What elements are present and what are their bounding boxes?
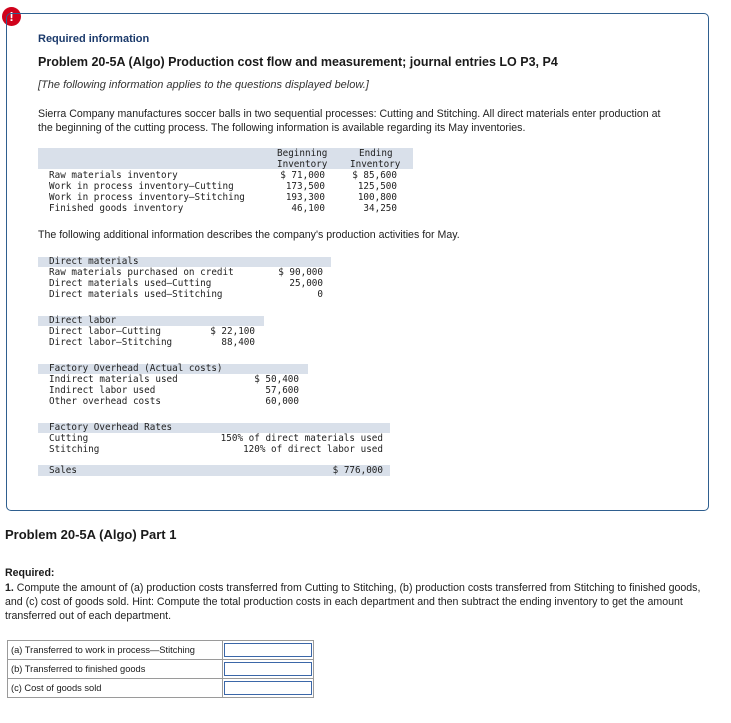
table-row-label: Work in process inventory—Stitching — [49, 192, 245, 203]
table-cell-beginning: 173,500 — [285, 181, 325, 192]
header-beginning-1: Beginning — [277, 148, 328, 159]
table-cell-value: 60,000 — [265, 396, 299, 407]
alert-icon: ! — [2, 7, 21, 26]
table-cell-value: $ 22,100 — [210, 326, 255, 337]
header-ending-2: Inventory — [350, 159, 401, 170]
intro-paragraph: Sierra Company manufactures soccer balls in two sequential processes: Cutting and Stitching. All direct materials enter production at the beginning of the cutting process. The following information is available regarding its May inventories. — [38, 108, 661, 134]
table-cell-value: 0 — [317, 289, 323, 300]
answer-label: (b) Transferred to finished goods — [8, 660, 223, 679]
table-cell-beginning: 46,100 — [291, 203, 325, 214]
header-beginning-2: Inventory — [277, 159, 328, 170]
answer-input-b[interactable] — [224, 662, 312, 676]
table-row-label: Raw materials inventory — [49, 170, 178, 181]
additional-info-text: The following additional information describes the company's production activities for May. — [38, 229, 460, 241]
table-row-label: Other overhead costs — [49, 396, 161, 407]
table-cell-beginning: 193,300 — [285, 192, 325, 203]
answer-cell[interactable] — [223, 641, 314, 660]
table-row-label: Raw materials purchased on credit — [49, 267, 234, 278]
table-row — [8, 679, 314, 698]
answer-label: (c) Cost of goods sold — [8, 679, 223, 698]
sales-value: $ 776,000 — [332, 465, 383, 476]
answer-input-a[interactable] — [224, 643, 312, 657]
table-row-label: Direct labor—Cutting — [49, 326, 161, 337]
section-heading: Direct materials — [49, 256, 139, 267]
table-row-label: Indirect materials used — [49, 374, 178, 385]
section-heading: Direct labor — [49, 315, 117, 326]
answer-table — [7, 640, 314, 698]
table-cell-value: 88,400 — [221, 337, 255, 348]
required-number: 1. — [5, 582, 14, 594]
answer-cell[interactable] — [223, 679, 314, 698]
table-cell-ending: 125,500 — [357, 181, 397, 192]
table-row-label: Direct materials used—Cutting — [49, 278, 212, 289]
table-cell-value: 150% of direct materials used — [220, 433, 383, 444]
table-row-label: Cutting — [49, 433, 89, 444]
table-cell-beginning: $ 71,000 — [280, 170, 325, 181]
table-cell-value: 25,000 — [289, 278, 323, 289]
table-row-label: Stitching — [49, 444, 100, 455]
applies-note: [The following information applies to the questions displayed below.] — [38, 79, 369, 91]
table-row — [8, 641, 314, 660]
problem-title: Problem 20-5A (Algo) Production cost flow and measurement; journal entries LO P3, P4 — [38, 55, 558, 69]
table-row-label: Finished goods inventory — [49, 203, 184, 214]
table-cell-ending: 34,250 — [363, 203, 397, 214]
answer-input-c[interactable] — [224, 681, 312, 695]
header-ending-1: Ending — [359, 148, 393, 159]
answer-cell[interactable] — [223, 660, 314, 679]
table-row — [8, 660, 314, 679]
answer-label: (a) Transferred to work in process—Stitching — [8, 641, 223, 660]
table-row-label: Indirect labor used — [49, 385, 156, 396]
required-text — [5, 581, 705, 623]
table-cell-value: $ 90,000 — [278, 267, 323, 278]
table-cell-ending: 100,800 — [357, 192, 397, 203]
required-information-panel — [6, 13, 709, 511]
section-heading: Factory Overhead (Actual costs) — [49, 363, 223, 374]
table-cell-value: 120% of direct labor used — [243, 444, 383, 455]
required-information-heading: Required information — [38, 33, 150, 45]
table-cell-ending: $ 85,600 — [352, 170, 397, 181]
table-row-label: Direct labor—Stitching — [49, 337, 173, 348]
table-row-label: Direct materials used—Stitching — [49, 289, 223, 300]
table-cell-value: 57,600 — [265, 385, 299, 396]
required-body: Compute the amount of (a) production costs transferred from Cutting to Stitching, (b) production costs transferred from Stitching to finished goods, and (c) cost of goods sold. Hint: Compute the total production costs in each department and then subtract the ending inventory to get the amount transferred out of each department. — [5, 582, 701, 622]
sales-label: Sales — [49, 465, 77, 476]
table-cell-value: $ 50,400 — [254, 374, 299, 385]
part-title: Problem 20-5A (Algo) Part 1 — [5, 527, 177, 542]
required-label: Required: — [5, 567, 55, 579]
table-row-label: Work in process inventory—Cutting — [49, 181, 234, 192]
section-heading: Factory Overhead Rates — [49, 422, 173, 433]
